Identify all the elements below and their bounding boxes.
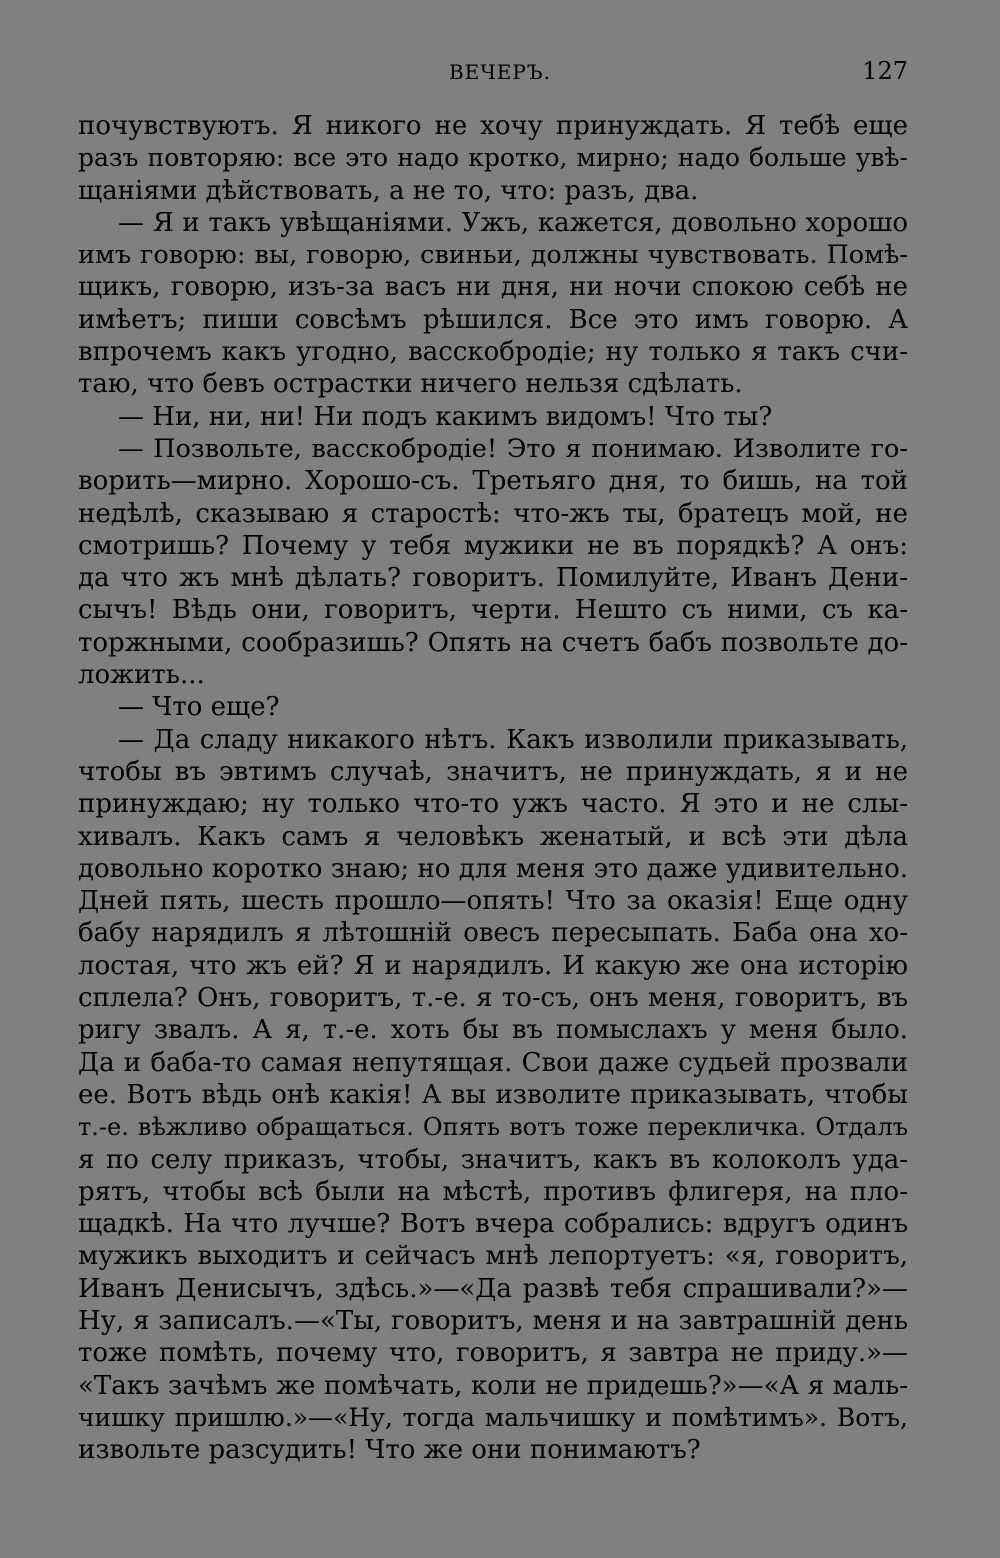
text-line: чишку пришлю.»—«Ну, тогда мальчишку и помѣтимъ». Вотъ, xyxy=(78,1402,908,1432)
text-line: щикъ, говорю, изъ-за васъ ни дня, ни ночи спокою себѣ не xyxy=(78,272,908,303)
text-line: — Что еще? xyxy=(118,692,280,723)
text-line: — Я и такъ увѣщаніями. Ужъ, кажется, довольно хорошо xyxy=(118,207,908,238)
text-line: чтобы въ эвтимъ случаѣ, значитъ, не принуждать, я и не xyxy=(78,756,908,787)
running-title: ВЕЧЕРЪ. xyxy=(448,60,552,84)
text-line: щаніями дѣйствовать, а не то, что: разъ, два. xyxy=(78,175,699,206)
text-line: я по селу приказъ, чтобы, значитъ, какъ въ колоколъ уда- xyxy=(78,1144,908,1175)
text-line: — Да сладу никакого нѣтъ. Какъ изволили приказывать, xyxy=(118,724,908,755)
text-line: хивалъ. Какъ самъ я человѣкъ женатый, и всѣ эти дѣла xyxy=(78,821,908,852)
text-line: принуждаю; ну только что-то ужъ часто. Я это и не слы- xyxy=(78,789,908,820)
text-line: ворить—мирно. Хорошо-съ. Третьяго дня, то бишь, на той xyxy=(78,466,908,497)
text-line: впрочемъ какъ угодно, васскобродіе; ну только я такъ счи- xyxy=(78,337,908,368)
text-line: Ну, я записалъ.—«Ты, говоритъ, меня и на завтрашній день xyxy=(78,1305,908,1336)
text-line: сычъ! Вѣдь они, говоритъ, черти. Нешто съ ними, съ ка- xyxy=(78,595,908,626)
text-line: имъ говорю: вы, говорю, свиньи, должны чувствовать. Помѣ- xyxy=(78,240,908,271)
text-line: довольно коротко знаю; но для меня это даже удивительно. xyxy=(78,853,908,884)
text-line: сплела? Онъ, говоритъ, т.-е. я то-съ, онъ меня, говоритъ, въ xyxy=(78,983,908,1014)
text-line: т.-е. вѣжливо обращаться. Опять вотъ тоже перекличка. Отдалъ xyxy=(78,1113,908,1142)
text-line: тоже помѣть, почему что, говоритъ, я завтра не приду.»— xyxy=(78,1338,908,1369)
text-line: разъ повторяю: все это надо кротко, мирно; надо больше увѣ- xyxy=(78,143,908,173)
body-text xyxy=(78,110,908,1466)
text-line: ригу звалъ. А я, т.-е. хоть бы въ помыслахъ у меня было. xyxy=(78,1015,908,1046)
page-number: 127 xyxy=(862,57,908,85)
text-line: Дней пять, шесть прошло—опять! Что за оказія! Еще одну xyxy=(78,886,908,917)
text-line: смотришь? Почему у тебя мужики не въ порядкѣ? А онъ: xyxy=(78,530,908,561)
text-line: таю, что бевъ острастки ничего нельзя сдѣлать. xyxy=(78,369,743,400)
text-line: «Такъ зачѣмъ же помѣчать, коли не придешь?»—«А я маль- xyxy=(78,1370,908,1401)
text-line: недѣлѣ, сказываю я старостѣ: что-жъ ты, братецъ мой, не xyxy=(78,498,908,529)
text-line: почувствуютъ. Я никого не хочу принуждать. Я тебѣ еще xyxy=(78,111,908,141)
text-line: Иванъ Денисычъ, здѣсь.»—«Да развѣ тебя спрашивали?»— xyxy=(78,1273,908,1304)
text-line: торжными, сообразишь? Опять на счетъ бабъ позвольте до- xyxy=(78,627,908,658)
text-line: имѣетъ; пиши совсѣмъ рѣшился. Все это имъ говорю. А xyxy=(78,304,908,335)
text-line: лостая, что жъ ей? Я и нарядилъ. И какую же она исторію xyxy=(78,950,908,981)
text-line: ее. Вотъ вѣдь онѣ какія! А вы изволите приказывать, чтобы xyxy=(78,1079,908,1110)
text-line: — Позвольте, васскобродіе! Это я понимаю. Изволите го- xyxy=(118,433,908,464)
text-line: Да и баба-то самая непутящая. Свои даже судьей прозвали xyxy=(78,1047,908,1078)
text-line: рятъ, чтобы всѣ были на мѣстѣ, противъ флигеря, на пло- xyxy=(78,1176,908,1207)
text-line: мужикъ выходитъ и сейчасъ мнѣ лепортуетъ: «я, говоритъ, xyxy=(78,1241,908,1272)
text-line: да что жъ мнѣ дѣлать? говоритъ. Помилуйте, Иванъ Дени- xyxy=(78,563,908,594)
text-line: извольте разсудить! Что же они понимаютъ? xyxy=(78,1435,701,1466)
text-line: бабу нарядилъ я лѣтошній овесъ пересыпать. Баба она хо- xyxy=(78,918,908,949)
text-line: — Ни, ни, ни! Ни подъ какимъ видомъ! Что ты? xyxy=(118,401,773,432)
text-line: щадкѣ. На что лучше? Вотъ вчера собрались: вдругъ одинъ xyxy=(78,1209,908,1240)
text-line: ложить... xyxy=(78,660,205,691)
